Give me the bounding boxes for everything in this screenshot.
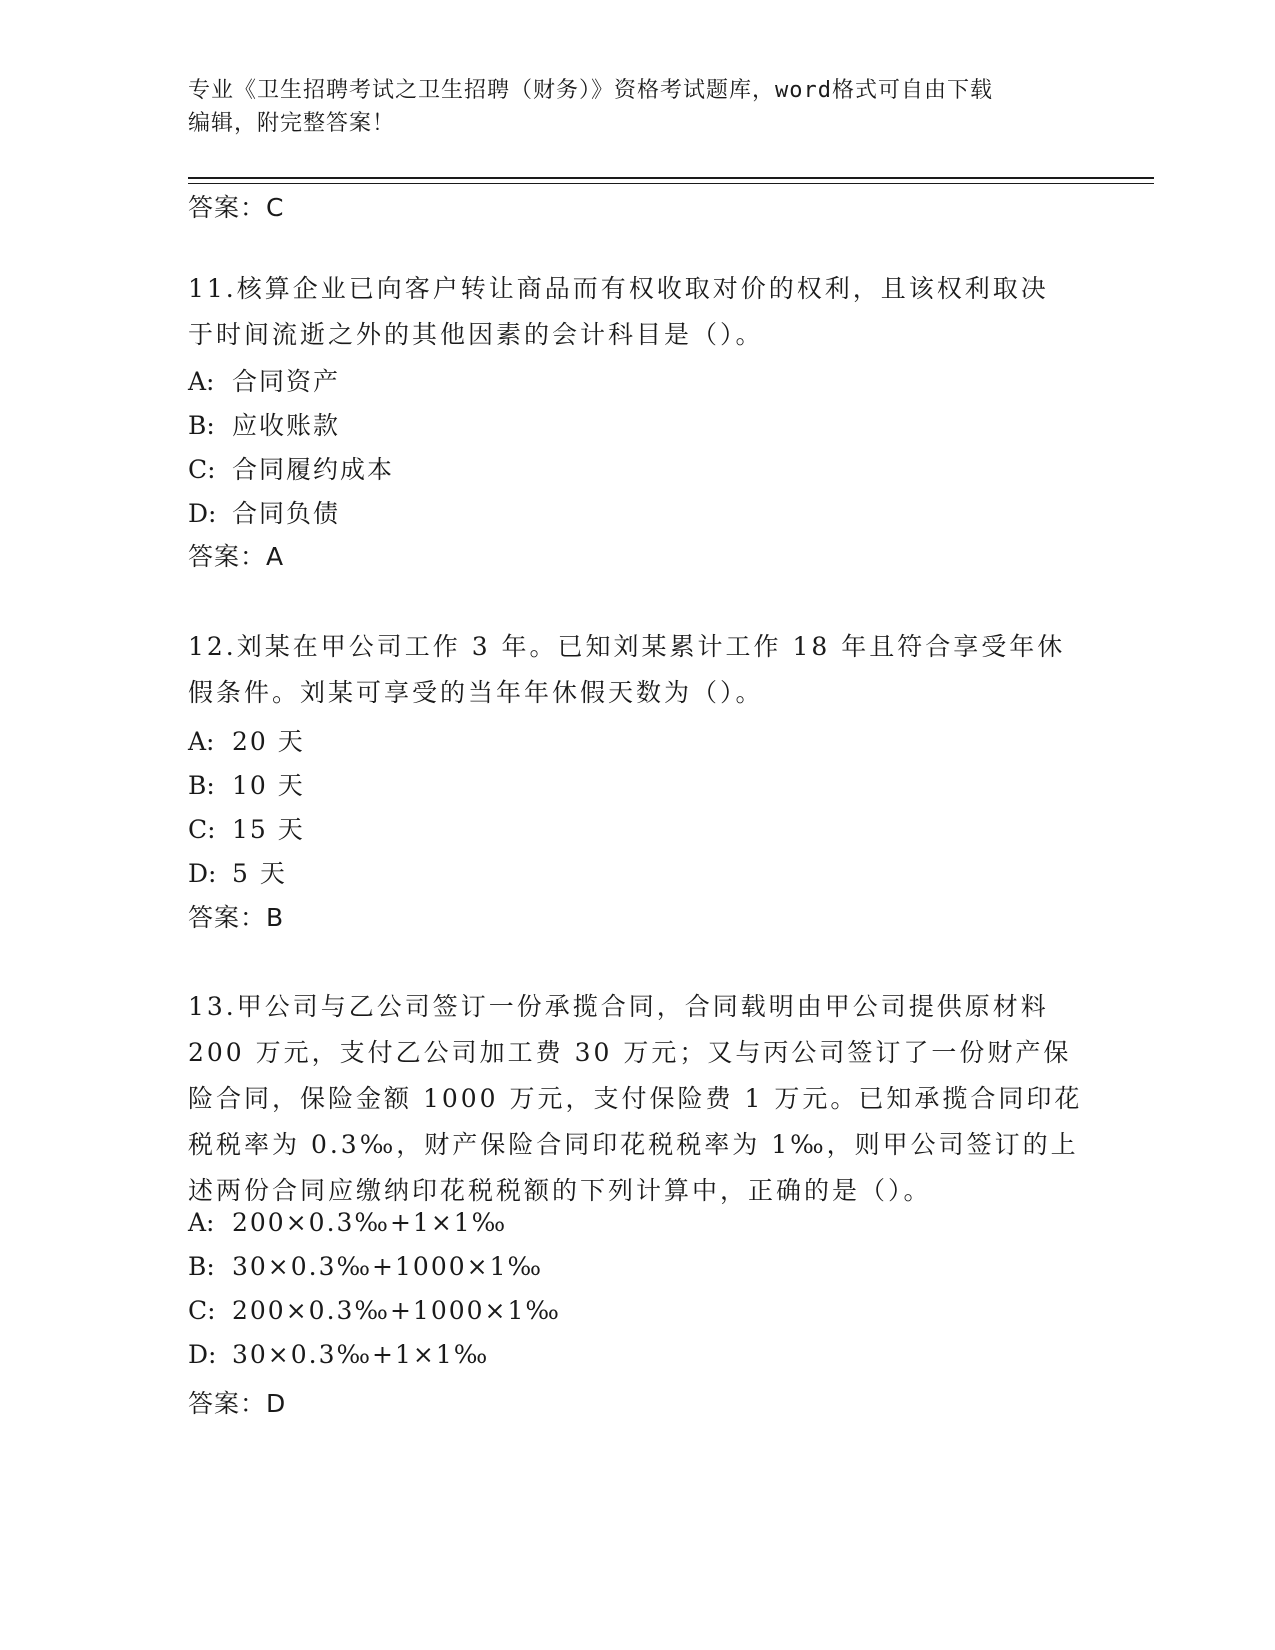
answer-value: C (266, 193, 285, 222)
answer-value: B (266, 903, 285, 932)
option-key: B: (188, 1252, 215, 1281)
question-11 (188, 266, 1088, 358)
option-text: 合同履约成本 (232, 455, 395, 484)
question-text-line: 假条件。刘某可享受的当年年休假天数为（）。 (188, 678, 764, 707)
question-text-line: 200 万元，支付乙公司加工费 30 万元；又与丙公司签订了一份财产保 (188, 1038, 1072, 1067)
option-c (188, 1296, 561, 1325)
option-text: 合同负债 (232, 499, 341, 528)
answer-label: 答案： (188, 193, 267, 222)
option-b (188, 766, 305, 802)
option-c (188, 450, 394, 486)
option-text: 200×0.3‰+1000×1‰ (232, 1296, 561, 1325)
answer-value: A (266, 542, 285, 571)
option-key: A: (188, 727, 215, 756)
option-a (188, 722, 305, 758)
answer-label: 答案： (188, 903, 267, 932)
answer-line (188, 1384, 286, 1420)
option-b (188, 406, 340, 442)
answer-value: D (266, 1389, 287, 1418)
option-key: C: (188, 815, 216, 844)
option-key: B: (188, 771, 215, 800)
option-key: A: (188, 367, 215, 396)
question-text-line: 12.刘某在甲公司工作 3 年。已知刘某累计工作 18 年且符合享受年休 (188, 632, 1066, 661)
option-text: 20 天 (232, 727, 305, 756)
answer-line (188, 898, 284, 934)
option-text: 15 天 (232, 815, 305, 844)
answer-label: 答案： (188, 542, 267, 571)
header-line-2: 编辑，附完整答案！ (188, 111, 396, 136)
option-key: C: (188, 455, 216, 484)
document-header (188, 74, 1088, 140)
option-d (188, 1340, 489, 1369)
option-text: 合同资产 (232, 367, 341, 396)
option-key: C: (188, 1296, 216, 1325)
answer-line (188, 537, 284, 573)
option-key: A: (188, 1208, 215, 1237)
header-rule-thick (188, 177, 1154, 179)
question-12 (188, 624, 1088, 716)
question-text-line: 11.核算企业已向客户转让商品而有权收取对价的权利，且该权利取决 (188, 274, 1049, 303)
question-text-line: 述两份合同应缴纳印花税税额的下列计算中，正确的是（）。 (188, 1176, 932, 1205)
option-text: 30×0.3‰+1×1‰ (232, 1340, 490, 1369)
option-text: 5 天 (232, 859, 287, 888)
option-key: B: (188, 411, 215, 440)
question-text-line: 于时间流逝之外的其他因素的会计科目是（）。 (188, 320, 764, 349)
option-c (188, 810, 305, 846)
option-d (188, 854, 287, 890)
option-text: 10 天 (232, 771, 305, 800)
question-text-line: 险合同，保险金额 1000 万元，支付保险费 1 万元。已知承揽合同印花 (188, 1084, 1083, 1113)
answer-label: 答案： (188, 1389, 267, 1418)
header-line-1: 专业《卫生招聘考试之卫生招聘（财务）》资格考试题库，word格式可自由下载 (188, 78, 993, 103)
option-b (188, 1252, 543, 1281)
option-a (188, 362, 340, 398)
option-d (188, 494, 340, 530)
question-13 (188, 984, 1088, 1214)
question-text-line: 13.甲公司与乙公司签订一份承揽合同，合同载明由甲公司提供原材料 (188, 992, 1049, 1021)
option-text: 应收账款 (232, 411, 341, 440)
option-text: 30×0.3‰+1000×1‰ (232, 1252, 544, 1281)
header-rule-thin (188, 183, 1154, 184)
option-key: D: (188, 499, 217, 528)
option-key: D: (188, 1340, 217, 1369)
option-a (188, 1208, 507, 1237)
option-text: 200×0.3‰+1×1‰ (232, 1208, 508, 1237)
option-key: D: (188, 859, 217, 888)
answer-line (188, 188, 284, 224)
question-text-line: 税税率为 0.3‰，财产保险合同印花税税率为 1‰，则甲公司签订的上 (188, 1130, 1079, 1159)
